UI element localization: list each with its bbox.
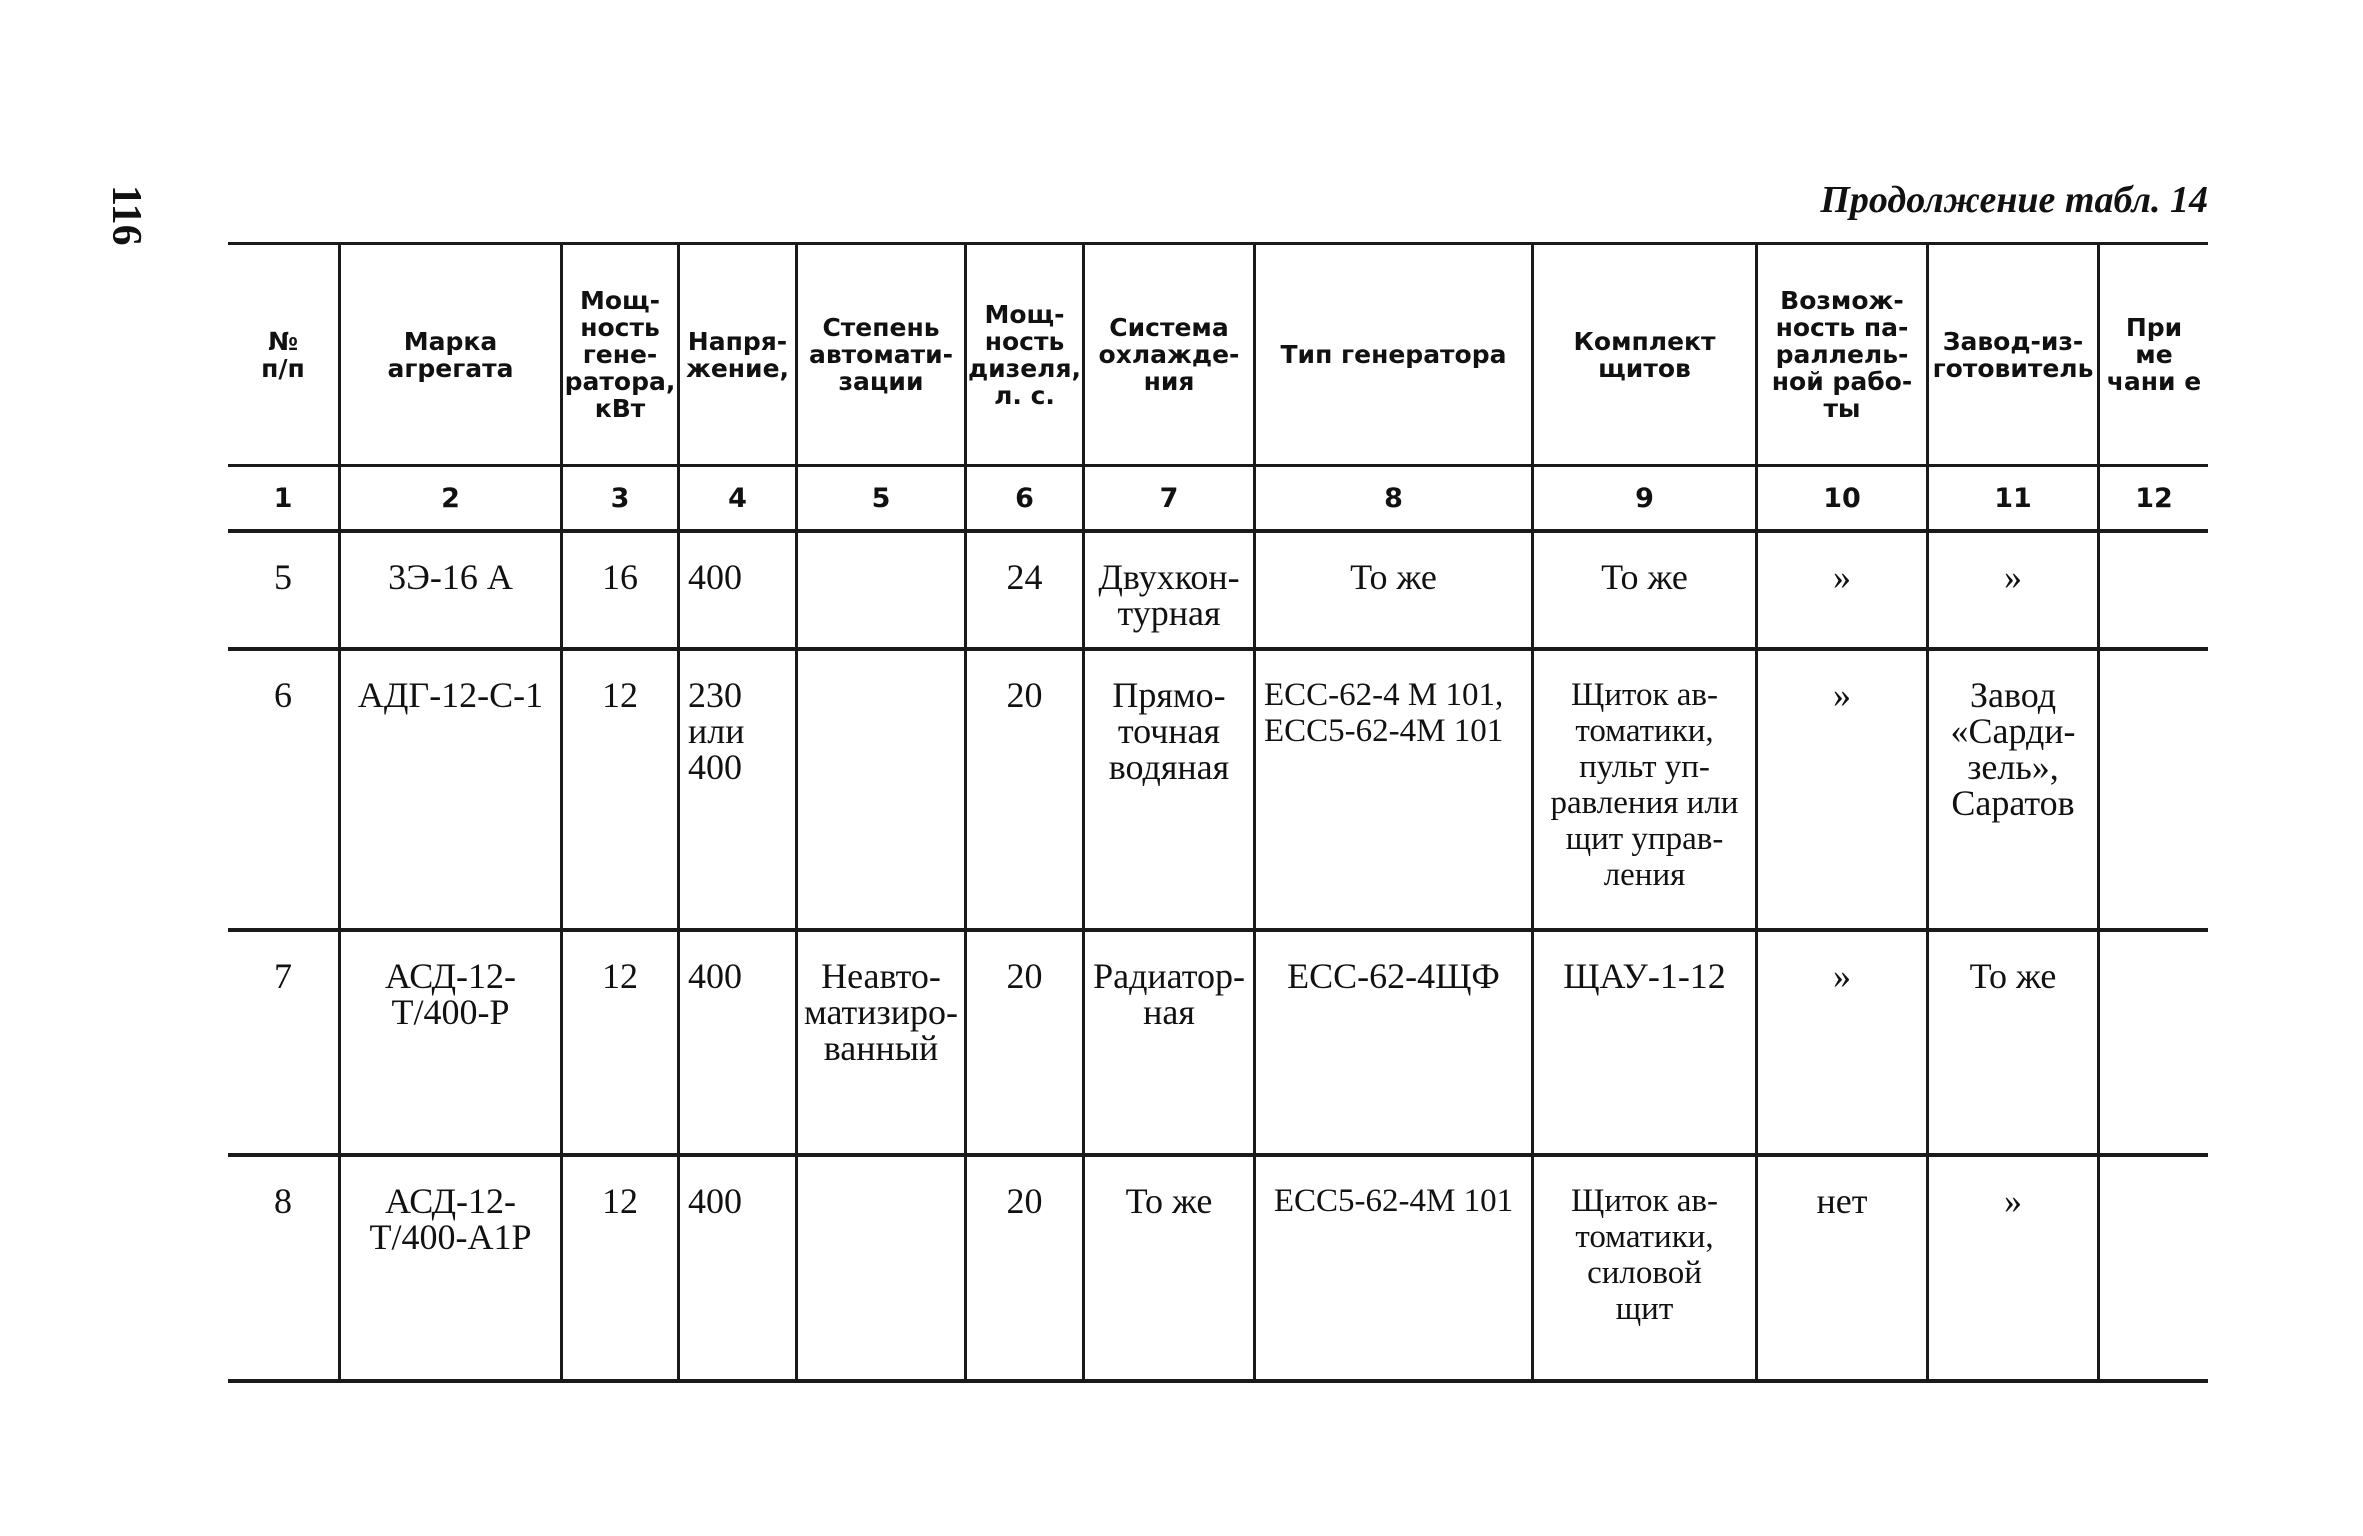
parallel-operation: » bbox=[1755, 651, 1926, 928]
notes bbox=[2097, 1157, 2208, 1379]
column-number: 2 bbox=[338, 467, 560, 529]
diesel-power: 24 bbox=[964, 533, 1082, 647]
column-number: 7 bbox=[1082, 467, 1253, 529]
header-col-11: Завод-из- готовитель bbox=[1926, 245, 2097, 467]
table-row bbox=[228, 1157, 2208, 1383]
header-col-1: № п/п bbox=[228, 245, 338, 467]
table-header-row bbox=[228, 242, 2208, 467]
header-col-9: Комплект щитов bbox=[1531, 245, 1755, 467]
header-col-8: Тип генератора bbox=[1253, 245, 1531, 467]
automation-level bbox=[795, 651, 964, 928]
unit-brand: АСД-12- Т/400-А1Р bbox=[338, 1157, 560, 1379]
manufacturer: » bbox=[1926, 533, 2097, 647]
header-col-6: Мощ- ность дизеля, л. с. bbox=[964, 245, 1082, 467]
generator-type: То же bbox=[1253, 533, 1531, 647]
diesel-power: 20 bbox=[964, 651, 1082, 928]
diesel-power: 20 bbox=[964, 1157, 1082, 1379]
header-col-10: Возмож- ность па- раллель- ной рабо- ты bbox=[1755, 245, 1926, 467]
automation-level bbox=[795, 1157, 964, 1379]
cooling-system: Радиатор- ная bbox=[1082, 932, 1253, 1153]
unit-brand: 3Э-16 А bbox=[338, 533, 560, 647]
table-row bbox=[228, 932, 2208, 1157]
voltage: 230 или 400 bbox=[677, 651, 795, 928]
unit-brand: АСД-12- Т/400-Р bbox=[338, 932, 560, 1153]
column-number: 5 bbox=[795, 467, 964, 529]
column-number: 1 bbox=[273, 482, 293, 514]
diesel-power: 20 bbox=[964, 932, 1082, 1153]
generator-power: 12 bbox=[560, 651, 677, 928]
generator-power: 12 bbox=[560, 932, 677, 1153]
cooling-system: Двухкон- турная bbox=[1082, 533, 1253, 647]
row-number: 6 bbox=[274, 675, 292, 715]
manufacturer: То же bbox=[1926, 932, 2097, 1153]
column-number: 10 bbox=[1755, 467, 1926, 529]
parallel-operation: » bbox=[1755, 533, 1926, 647]
generator-type: ЕСС5-62-4М 101 bbox=[1253, 1157, 1531, 1379]
panel-set: То же bbox=[1531, 533, 1755, 647]
column-number: 4 bbox=[677, 467, 795, 529]
parallel-operation: нет bbox=[1755, 1157, 1926, 1379]
page-number: 116 bbox=[103, 185, 149, 246]
table-row bbox=[228, 533, 2208, 651]
automation-level bbox=[795, 533, 964, 647]
column-number: 8 bbox=[1253, 467, 1531, 529]
voltage: 400 bbox=[677, 533, 795, 647]
table-row bbox=[228, 651, 2208, 932]
column-number-row bbox=[228, 467, 2208, 533]
header-col-3: Мощ- ность гене- ратора, кВт bbox=[560, 245, 677, 467]
voltage: 400 bbox=[677, 932, 795, 1153]
column-number: 11 bbox=[1926, 467, 2097, 529]
header-col-4: Напря- жение, bbox=[677, 245, 795, 467]
notes bbox=[2097, 651, 2208, 928]
notes bbox=[2097, 533, 2208, 647]
column-number: 9 bbox=[1531, 467, 1755, 529]
voltage: 400 bbox=[677, 1157, 795, 1379]
generator-type: ЕСС-62-4ЩФ bbox=[1253, 932, 1531, 1153]
generator-table bbox=[228, 242, 2208, 1383]
column-number: 6 bbox=[964, 467, 1082, 529]
header-col-7: Система охлажде- ния bbox=[1082, 245, 1253, 467]
row-number: 7 bbox=[274, 956, 292, 996]
notes bbox=[2097, 932, 2208, 1153]
unit-brand: АДГ-12-С-1 bbox=[338, 651, 560, 928]
panel-set: Щиток ав- томатики, силовой щит bbox=[1531, 1157, 1755, 1379]
manufacturer: Завод «Сарди- зель», Саратов bbox=[1926, 651, 2097, 928]
generator-power: 12 bbox=[560, 1157, 677, 1379]
header-col-5: Степень автомати- зации bbox=[795, 245, 964, 467]
automation-level: Неавто- матизиро- ванный bbox=[795, 932, 964, 1153]
panel-set: ЩАУ-1-12 bbox=[1531, 932, 1755, 1153]
column-number: 12 bbox=[2097, 467, 2208, 529]
manufacturer: » bbox=[1926, 1157, 2097, 1379]
parallel-operation: » bbox=[1755, 932, 1926, 1153]
header-col-12: При ме чани е bbox=[2097, 245, 2208, 467]
cooling-system: Прямо- точная водяная bbox=[1082, 651, 1253, 928]
generator-power: 16 bbox=[560, 533, 677, 647]
row-number: 8 bbox=[274, 1181, 292, 1221]
row-number: 5 bbox=[274, 557, 292, 597]
panel-set: Щиток ав- томатики, пульт уп- равления или щит управ- ления bbox=[1531, 651, 1755, 928]
generator-type: ЕСС-62-4 М 101, ЕСС5-62-4М 101 bbox=[1253, 651, 1531, 928]
cooling-system: То же bbox=[1082, 1157, 1253, 1379]
header-col-2: Марка агрегата bbox=[338, 245, 560, 467]
column-number: 3 bbox=[560, 467, 677, 529]
table-caption: Продолжение табл. 14 bbox=[1820, 179, 2208, 221]
